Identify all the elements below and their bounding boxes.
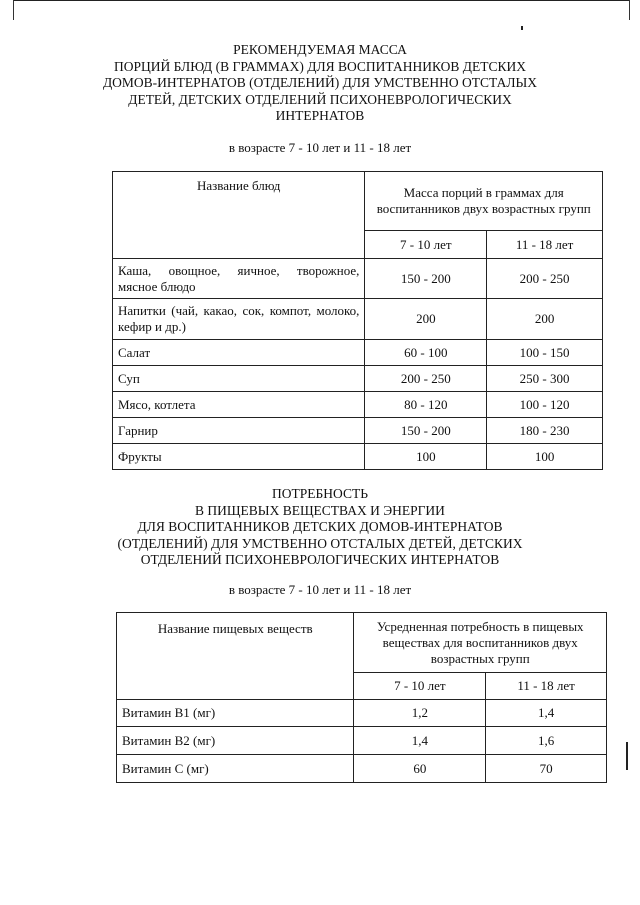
need-age2: 70 <box>486 755 607 783</box>
mass-age2: 200 - 250 <box>487 259 603 299</box>
table2-title-line: ПОТРЕБНОСТЬ <box>272 486 368 501</box>
need-age1: 1,2 <box>354 700 486 727</box>
table-row <box>113 259 603 299</box>
table2-title-line: ОТДЕЛЕНИЙ ПСИХОНЕВРОЛОГИЧЕСКИХ ИНТЕРНАТОВ <box>140 552 500 567</box>
dish-name: Каша, овощное, яичное, творожное, мясное блюдо <box>113 259 365 299</box>
table2-title-line: ДЛЯ ВОСПИТАННИКОВ ДЕТСКИХ ДОМОВ-ИНТЕРНАТОВ <box>137 519 503 534</box>
table-row <box>113 418 603 444</box>
table-header-row <box>113 172 603 231</box>
age1-header: 7 - 10 лет <box>365 231 487 259</box>
need-age1: 60 <box>354 755 486 783</box>
table1-title-line: ПОРЦИЙ БЛЮД (В ГРАММАХ) ДЛЯ ВОСПИТАННИКОВ ДЕТСКИХ <box>114 58 526 74</box>
need-header: Усредненная потребность в пищевых веществах для воспитанников двух возрастных групп <box>354 613 607 673</box>
mass-age1: 200 <box>365 299 487 340</box>
table-header-row <box>117 613 607 673</box>
mass-age1: 150 - 200 <box>365 259 487 299</box>
age2-header: 11 - 18 лет <box>486 673 607 700</box>
nutrient-name: Витамин С (мг) <box>117 755 354 783</box>
table2-title-line: (ОТДЕЛЕНИЙ) ДЛЯ УМСТВЕННО ОТСТАЛЫХ ДЕТЕЙ, ДЕТСКИХ <box>117 535 523 551</box>
scan-mark <box>626 742 628 770</box>
table1-title <box>0 42 640 125</box>
dish-name: Суп <box>113 366 365 392</box>
mass-age1: 200 - 250 <box>365 366 487 392</box>
dish-mass-table <box>112 171 603 470</box>
table-row <box>117 727 607 755</box>
nutrient-name: Витамин В1 (мг) <box>117 700 354 727</box>
need-age1: 1,4 <box>354 727 486 755</box>
table1-title-line: РЕКОМЕНДУЕМАЯ МАССА <box>233 42 407 57</box>
page-top-border <box>13 0 629 6</box>
dish-name: Гарнир <box>113 418 365 444</box>
table-row <box>113 340 603 366</box>
mass-age1: 60 - 100 <box>365 340 487 366</box>
dish-name: Напитки (чай, какао, сок, компот, молоко, кефир и др.) <box>113 299 365 340</box>
nutrient-name: Витамин В2 (мг) <box>117 727 354 755</box>
table2-age-line: в возрасте 7 - 10 лет и 11 - 18 лет <box>228 582 412 597</box>
page-left-border <box>13 0 14 20</box>
table-row <box>113 392 603 418</box>
mass-age2: 180 - 230 <box>487 418 603 444</box>
mass-age2: 100 - 150 <box>487 340 603 366</box>
mass-header: Масса порций в граммах для воспитанников двух возрастных групп <box>365 172 603 231</box>
table-row <box>113 299 603 340</box>
age1-header: 7 - 10 лет <box>354 673 486 700</box>
table-row <box>117 755 607 783</box>
mass-age1: 150 - 200 <box>365 418 487 444</box>
dish-name: Фрукты <box>113 444 365 470</box>
page-right-border <box>629 0 630 20</box>
table-row <box>113 366 603 392</box>
dish-name-header: Название блюд <box>113 172 365 259</box>
table1-title-line: ИНТЕРНАТОВ <box>275 108 365 123</box>
dish-name: Салат <box>113 340 365 366</box>
mass-age2: 250 - 300 <box>487 366 603 392</box>
mass-age2: 100 - 120 <box>487 392 603 418</box>
dish-name: Мясо, котлета <box>113 392 365 418</box>
table1-title-line: ДОМОВ-ИНТЕРНАТОВ (ОТДЕЛЕНИЙ) ДЛЯ УМСТВЕННО ОТСТАЛЫХ <box>102 75 538 90</box>
nutrient-need-table <box>116 612 607 783</box>
table-row <box>113 444 603 470</box>
table-row <box>117 700 607 727</box>
need-age2: 1,4 <box>486 700 607 727</box>
mass-age1: 80 - 120 <box>365 392 487 418</box>
table1-age-line: в возрасте 7 - 10 лет и 11 - 18 лет <box>228 140 412 155</box>
scan-speck <box>521 26 523 30</box>
table2-title <box>0 486 640 569</box>
mass-age2: 100 <box>487 444 603 470</box>
mass-age2: 200 <box>487 299 603 340</box>
mass-age1: 100 <box>365 444 487 470</box>
age2-header: 11 - 18 лет <box>487 231 603 259</box>
table1-title-line: ДЕТЕЙ, ДЕТСКИХ ОТДЕЛЕНИЙ ПСИХОНЕВРОЛОГИЧЕСКИХ <box>128 91 512 107</box>
table2-title-line: В ПИЩЕВЫХ ВЕЩЕСТВАХ И ЭНЕРГИИ <box>195 502 445 518</box>
need-age2: 1,6 <box>486 727 607 755</box>
nutrient-name-header: Название пищевых веществ <box>117 613 354 700</box>
